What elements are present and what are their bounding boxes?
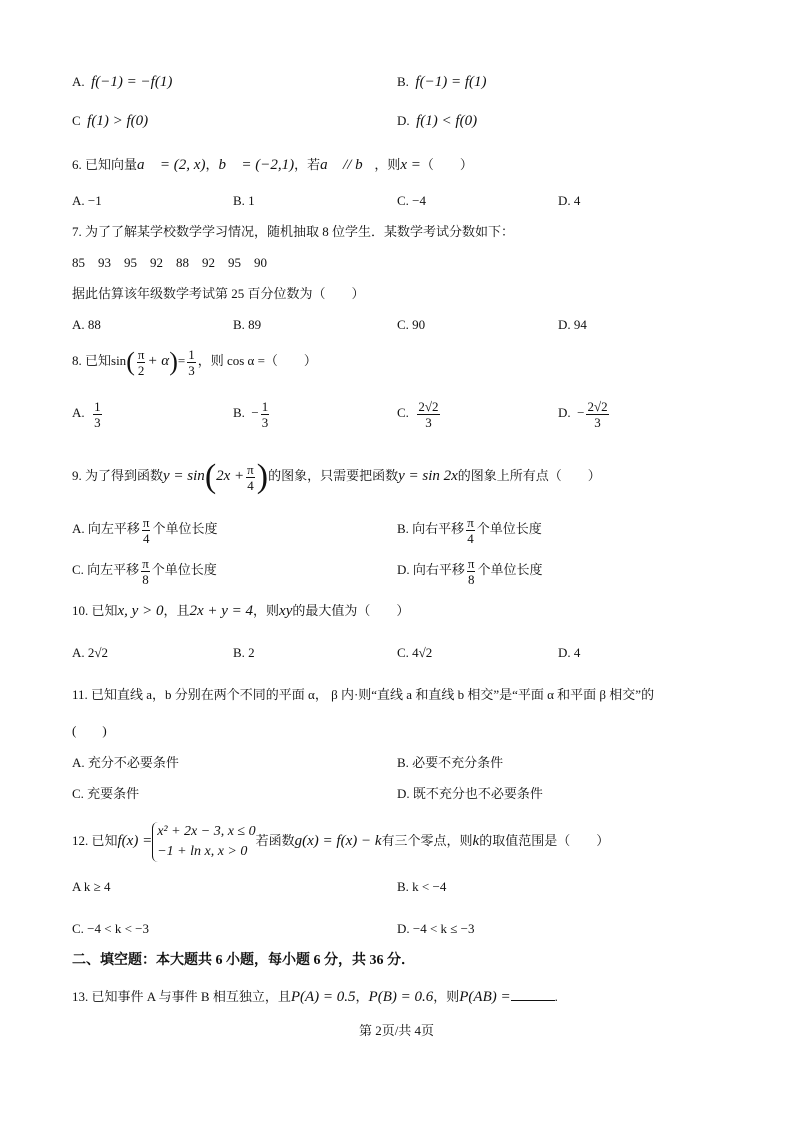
math: f(−1) = f(1) bbox=[415, 74, 487, 90]
q12-option-d: D. −4 < k ≤ −3 bbox=[397, 921, 475, 936]
q9-option-b: B. 向右平移 $\frac{\pi}{4}$ 个单位长度 bbox=[397, 514, 542, 546]
q9-option-d: D. 向右平移 $\frac{\pi}{8}$ 个单位长度 bbox=[397, 555, 543, 587]
q6-stem: 6. 已知向量a⃗ = (2, x)，b⃗ = (−2,1)，若a⃗ // b⃗，则x =（ ） bbox=[72, 157, 473, 173]
q11-option-d: D. 既不充分也不必要条件 bbox=[397, 786, 543, 801]
q10-option-c: C. 4√2 bbox=[397, 645, 433, 660]
q11-option-c: C. 充要条件 bbox=[72, 786, 140, 801]
q5-option-d: D. f(1) < f(0) bbox=[397, 113, 478, 129]
section-heading: 二、填空题：本大题共 6 小题，每小题 6 分，共 36 分． bbox=[72, 953, 415, 968]
q7-question: 据此估算该年级数学考试第 25 百分位数为（ ） bbox=[72, 286, 365, 301]
math: f(1) < f(0) bbox=[416, 113, 478, 129]
q5-option-c: C f(1) > f(0) bbox=[72, 113, 149, 129]
q7-option-d: D. 94 bbox=[558, 317, 587, 332]
q10-option-b: B. 2 bbox=[233, 645, 255, 660]
q6-option-a: A. −1 bbox=[72, 193, 102, 208]
q6-option-d: D. 4 bbox=[558, 193, 581, 208]
q7-scores: 85 93 95 92 88 92 95 90 bbox=[72, 255, 267, 270]
q13-stem: 13. 已知事件 A 与事件 B 相互独立，且P(A) = 0.5，P(B) = 0.6，则P(AB) = . bbox=[72, 989, 558, 1005]
fraction: $\frac{1}{3}$ bbox=[188, 346, 195, 378]
q5-option-a: A. f(−1) = −f(1) bbox=[72, 74, 173, 90]
q7-option-a: A. 88 bbox=[72, 317, 101, 332]
math: f(1) > f(0) bbox=[87, 113, 149, 129]
q7-stem: 7. 为了了解某学校数学学习情况，随机抽取 8 位学生．某数学考试分数如下： bbox=[72, 224, 515, 239]
q9-option-c: C. 向左平移 $\frac{\pi}{8}$ 个单位长度 bbox=[72, 555, 217, 587]
page-footer: 第 2页/共 4页 bbox=[358, 1023, 435, 1038]
fraction: $\frac{\pi}{2}$ bbox=[137, 346, 145, 378]
q8-stem: 8. 已知sin( $\frac{\pi}{2}$ + α)= $\frac{1}{3}$ ，则 cos α =（ ） bbox=[72, 346, 317, 378]
q8-option-a: A. $\frac{1}{3}$ bbox=[72, 398, 101, 430]
q8-option-d: D. − $\frac{2√2}{3}$ bbox=[558, 398, 608, 430]
q11-option-a: A. 充分不必要条件 bbox=[72, 755, 179, 770]
q12-option-a: A k ≥ 4 bbox=[72, 879, 111, 894]
q12-option-b: B. k < −4 bbox=[397, 879, 447, 894]
q11-stem: 11. 已知直线 a，b 分别在两个不同的平面 α， β 内·则“直线 a 和直线 b 相交”是“平面 α 和平面 β 相交”的 bbox=[72, 687, 655, 702]
q7-option-b: B. 89 bbox=[233, 317, 262, 332]
q10-option-d: D. 4 bbox=[558, 645, 581, 660]
q10-stem: 10. 已知x, y > 0，且2x + y = 4，则xy的最大值为（ ） bbox=[72, 603, 410, 619]
q8-option-b: B. − $\frac{1}{3}$ bbox=[233, 398, 269, 430]
answer-blank bbox=[511, 988, 555, 1001]
q12-option-c: C. −4 < k < −3 bbox=[72, 921, 149, 936]
q11-answer-paren: ( ) bbox=[72, 723, 107, 738]
q8-option-c: C. $\frac{2√2}{3}$ bbox=[397, 398, 439, 430]
q7-option-c: C. 90 bbox=[397, 317, 426, 332]
q5-option-b: B. f(−1) = f(1) bbox=[397, 74, 487, 90]
q10-option-a: A. 2√2 bbox=[72, 645, 109, 660]
q9-option-a: A. 向左平移 $\frac{\pi}{4}$ 个单位长度 bbox=[72, 514, 218, 546]
q6-option-b: B. 1 bbox=[233, 193, 255, 208]
q9-stem: 9. 为了得到函数y = sin(2x + $\frac{\pi}{4}$ )的图象，只需要把函数y = sin 2x的图象上所有点（ ） bbox=[72, 458, 601, 496]
q11-option-b: B. 必要不充分条件 bbox=[397, 755, 504, 770]
q6-option-c: C. −4 bbox=[397, 193, 427, 208]
math: f(−1) = −f(1) bbox=[91, 74, 173, 90]
piecewise-function: x² + 2x − 3, x ≤ 0 −1 + ln x, x > 0 bbox=[152, 822, 255, 862]
q12-stem: 12. 已知f(x) = x² + 2x − 3, x ≤ 0 −1 + ln x, x > 0 若函数g(x) = f(x) − k有三个零点，则k的取值范围是（ ） bbox=[72, 818, 609, 864]
